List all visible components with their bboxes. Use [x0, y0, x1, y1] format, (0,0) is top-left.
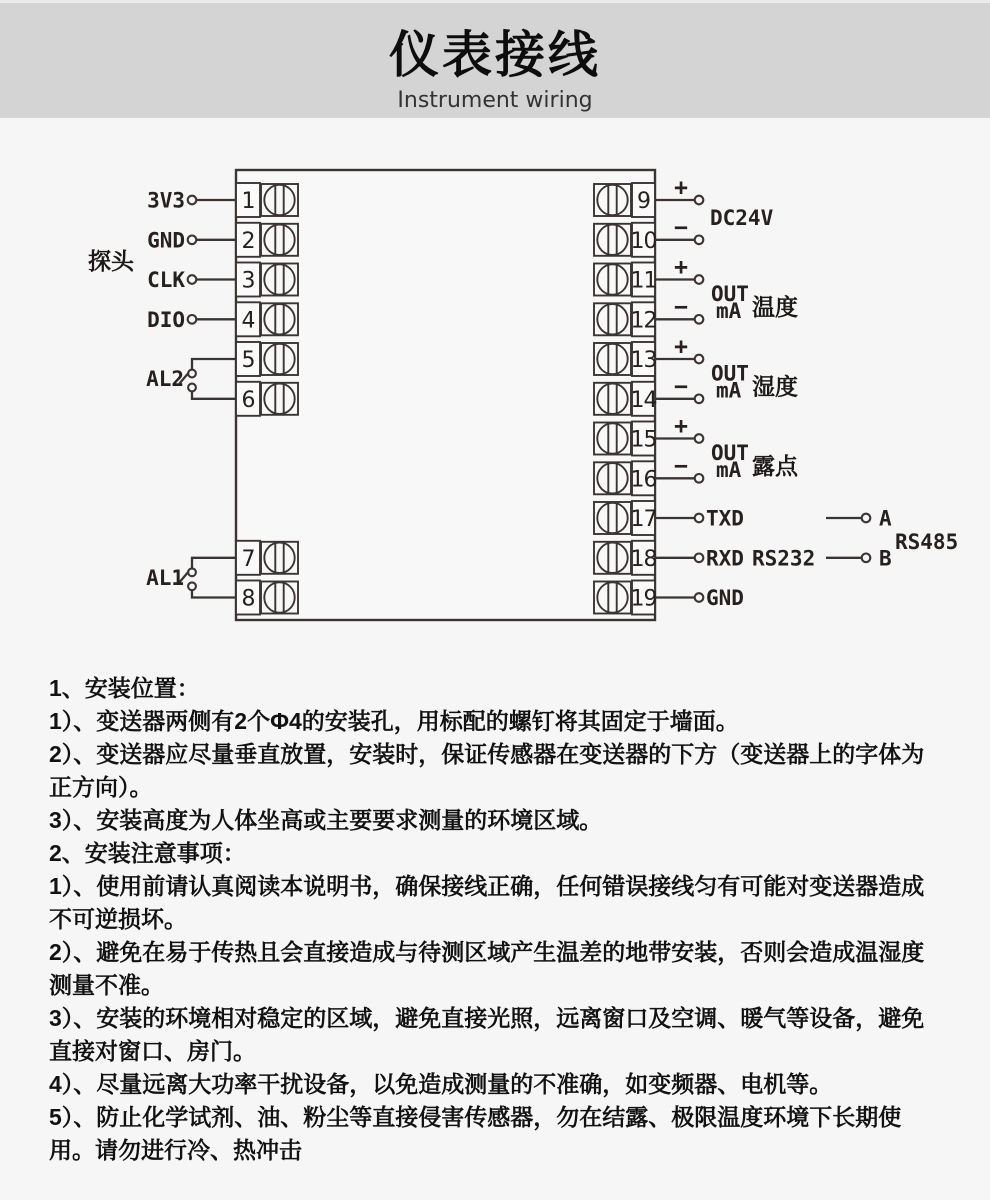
instruction-item: 4）、尽量远离大功率干扰设备，以免造成测量的不准确，如变频器、电机等。	[49, 1071, 833, 1097]
plus-sign: +	[674, 413, 688, 440]
pin-dio	[147, 308, 236, 332]
wire-node-icon	[188, 275, 197, 284]
wire-node-icon	[188, 236, 197, 245]
terminal-number: 4	[241, 308, 255, 334]
instruction-item: 2）、避免在易于传热且会直接造成与待测区域产生温差的地带安装，否则会造成温湿度测量不准。	[49, 939, 925, 998]
wire-node-icon	[695, 275, 704, 284]
out-label: OUT	[711, 281, 749, 306]
alarm1-label: AL1	[146, 566, 184, 590]
wire-node-icon	[862, 514, 871, 523]
output-humidity	[655, 334, 798, 403]
plus-sign: +	[674, 175, 688, 201]
power-label: DC24V	[710, 206, 774, 230]
terminal-number: 17	[630, 507, 657, 532]
rs232-label: RS232	[752, 546, 816, 571]
ma-label: mA	[716, 457, 742, 482]
installation-instructions	[49, 672, 941, 1167]
channel-temperature-label: 温度	[752, 294, 798, 321]
pin-3v3	[147, 189, 236, 213]
rs485-port	[826, 507, 958, 571]
plus-sign: +	[674, 254, 688, 281]
wire-node-icon	[695, 236, 704, 245]
channel-dewpoint-label: 露点	[752, 453, 798, 480]
minus-sign: −	[674, 214, 688, 241]
power-input	[655, 175, 774, 244]
wire-node-icon	[188, 196, 197, 205]
terminal-number: 2	[241, 228, 255, 254]
rs485-b-label: B	[879, 546, 892, 571]
plus-sign: +	[674, 334, 688, 360]
ma-label: mA	[716, 298, 742, 323]
gnd-label: GND	[706, 586, 744, 610]
instruction-item: 2）、变送器应尽量垂直放置，安装时，保证传感器在变送器的下方（变送器上的字体为正方向）。	[49, 741, 925, 800]
instruction-item: 5）、防止化学试剂、油、粉尘等直接侵害传感器，勿在结露、极限温度环境下长期使用。请勿进行冷、热冲击	[49, 1104, 902, 1163]
channel-humidity-label: 湿度	[752, 374, 798, 401]
output-dewpoint	[655, 414, 799, 483]
probe-label: 探头	[88, 249, 134, 275]
terminal-number: 9	[637, 189, 650, 214]
pin-label: DIO	[147, 307, 185, 332]
terminal-number: 6	[241, 387, 255, 413]
pin-label: 3V3	[147, 188, 185, 213]
output-temperature	[655, 255, 798, 324]
out-label: OUT	[711, 440, 749, 465]
wire-node-icon	[695, 554, 704, 563]
section2-heading: 2、安装注意事项：	[49, 840, 246, 866]
instruction-item: 1）、变送器两侧有2个Φ4的安装孔，用标配的螺钉将其固定于墙面。	[49, 708, 739, 734]
wire-node-icon	[695, 474, 704, 483]
contact-node-icon	[188, 582, 196, 590]
terminal-number: 1	[241, 189, 255, 214]
contact-node-icon	[188, 384, 196, 392]
terminal-number: 3	[241, 268, 255, 294]
terminal-number: 18	[630, 546, 657, 572]
page-subtitle: Instrument wiring	[397, 88, 593, 113]
out-label: OUT	[711, 361, 749, 386]
instruction-item: 1）、使用前请认真阅读本说明书，确保接线正确，任何错误接线匀有可能对变送器造成不可逆损坏。	[49, 873, 925, 932]
wire-node-icon	[695, 196, 704, 205]
wire-node-icon	[695, 395, 704, 404]
terminal-number: 12	[630, 308, 657, 334]
terminal-number: 13	[630, 348, 657, 373]
alarm2-contact	[146, 359, 236, 399]
wire-node-icon	[695, 593, 704, 602]
terminal-number: 10	[630, 228, 657, 254]
txd-label: TXD	[706, 506, 744, 531]
terminal-number: 14	[630, 387, 657, 413]
minus-sign: −	[674, 453, 688, 480]
pin-label: GND	[147, 228, 185, 253]
terminal-number: 11	[630, 268, 657, 294]
section1-heading: 1、安装位置：	[49, 675, 200, 701]
ma-label: mA	[716, 378, 742, 403]
page-title: 仪表接线	[389, 26, 601, 84]
wire-node-icon	[862, 554, 871, 563]
pin-label: CLK	[147, 268, 185, 292]
terminal-number: 19	[630, 586, 657, 612]
rs232-port	[655, 507, 815, 611]
rs485-label: RS485	[895, 530, 959, 554]
pin-clk	[147, 268, 236, 292]
minus-sign: −	[674, 373, 688, 400]
terminal-number: 5	[241, 348, 255, 373]
instruction-item: 3）、安装高度为人体坐高或主要要求测量的环境区域。	[49, 807, 603, 833]
pin-gnd-probe	[147, 228, 236, 252]
instruction-item: 3）、安装的环境相对稳定的区域，避免直接光照，远离窗口及空调、暖气等设备，避免直接对窗口、房门。	[49, 1005, 925, 1064]
wire-node-icon	[695, 434, 704, 443]
terminal-number: 16	[630, 467, 657, 493]
rxd-label: RXD	[706, 546, 744, 571]
wire-node-icon	[695, 315, 704, 324]
terminal-number: 15	[630, 427, 657, 453]
wire-node-icon	[695, 355, 704, 364]
alarm1-contact	[146, 558, 236, 598]
alarm2-label: AL2	[146, 367, 184, 391]
terminal-number: 8	[241, 586, 255, 612]
rs485-a-label: A	[879, 506, 892, 531]
wire-node-icon	[695, 514, 704, 523]
wire-node-icon	[188, 315, 197, 324]
minus-sign: −	[674, 294, 688, 321]
terminal-number: 7	[241, 546, 255, 572]
